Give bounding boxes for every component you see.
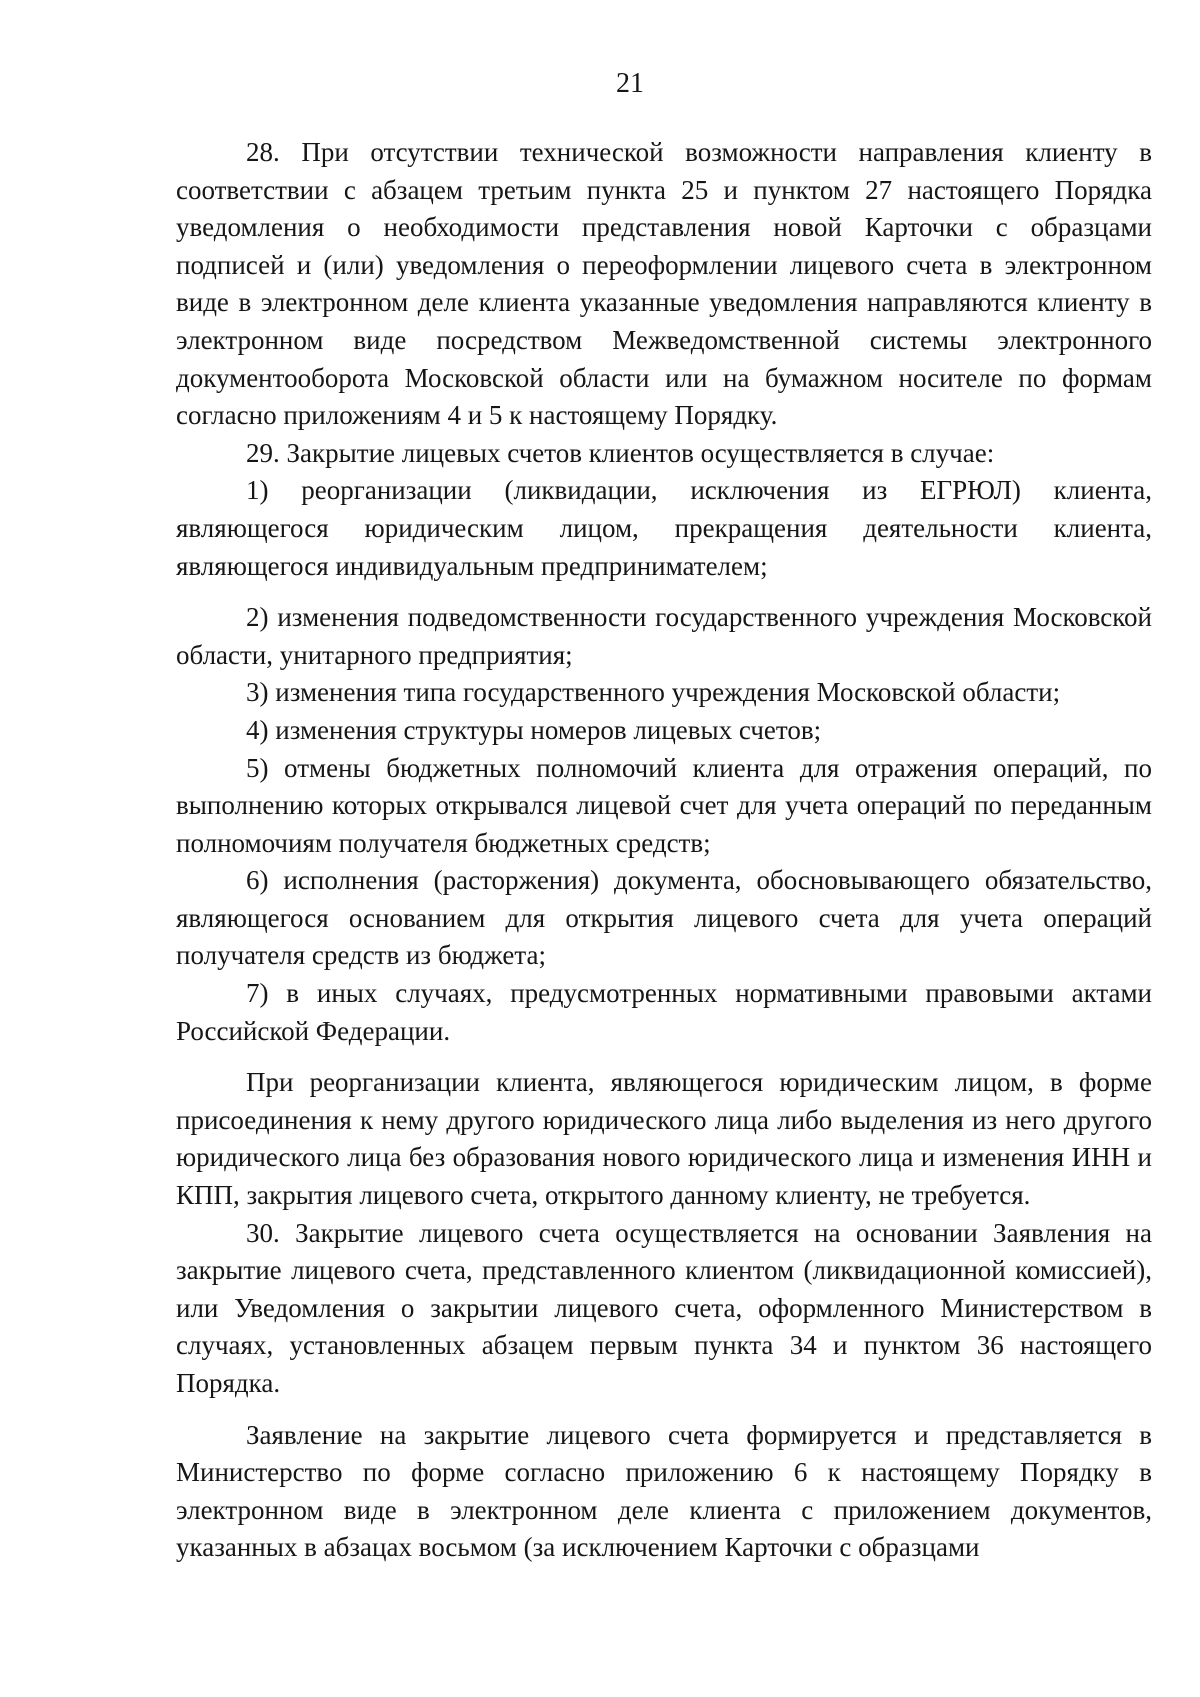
list-item-4: 4) изменения структуры номеров лицевых счетов; <box>246 714 822 745</box>
document-body <box>176 134 1152 1567</box>
paragraph-30: 30. Закрытие лицевого счета осуществляется на основании Заявления на закрытие лицевого счета, представленного клиентом (ликвидационной комиссией), или Уведомления о закрытии лицевого счета, оформленного Министерством в случаях, установленных абзацем первым пункта 34 и пунктом 36 настоящего Порядка. <box>176 1217 1152 1398</box>
paragraph-28: 28. При отсутствии технической возможности направления клиенту в соответствии с абзацем третьим пункта 25 и пунктом 27 настоящего Порядка уведомления о необходимости представления новой Карточки с образцами подписей и (или) уведомления о переоформлении лицевого счета в электронном виде в электронном деле клиента указанные уведомления направляются клиенту в электронном виде посредством Межведомственной системы электронного документооборота Московской области или на бумажном носителе по формам согласно приложениям 4 и 5 к настоящему Порядку. <box>176 137 1152 431</box>
list-item-5: 5) отмены бюджетных полномочий клиента для отражения операций, по выполнению которых открывался лицевой счет для учета операций по переданным полномочиям получателя бюджетных средств; <box>176 752 1152 858</box>
page-number: 21 <box>616 68 644 99</box>
list-item-6: 6) исполнения (расторжения) документа, обосновывающего обязательство, являющегося основанием для открытия лицевого счета для учета операций получателя средств из бюджета; <box>176 865 1152 971</box>
paragraph-application: Заявление на закрытие лицевого счета формируется и представляется в Министерство по форме согласно приложению 6 к настоящему Порядку в электронном виде в электронном деле клиента с приложением документов, указанных в абзацах восьмом (за исключением Карточки с образцами <box>176 1419 1152 1563</box>
paragraph-29: 29. Закрытие лицевых счетов клиентов осуществляется в случае: <box>246 437 995 468</box>
list-item-2: 2) изменения подведомственности государственного учреждения Московской области, унитарного предприятия; <box>176 602 1152 670</box>
list-item-3: 3) изменения типа государственного учреждения Московской области; <box>246 677 1061 708</box>
list-item-1: 1) реорганизации (ликвидации, исключения из ЕГРЮЛ) клиента, являющегося юридическим лицом, прекращения деятельности клиента, являющегося индивидуальным предпринимателем; <box>176 475 1152 581</box>
list-item-7: 7) в иных случаях, предусмотренных нормативными правовыми актами Российской Федерации. <box>176 978 1152 1046</box>
paragraph-reorganization: При реорганизации клиента, являющегося юридическим лицом, в форме присоединения к нему другого юридического лица либо выделения из него другого юридического лица без образования нового юридического лица и изменения ИНН и КПП, закрытия лицевого счета, открытого данному клиенту, не требуется. <box>176 1067 1152 1211</box>
